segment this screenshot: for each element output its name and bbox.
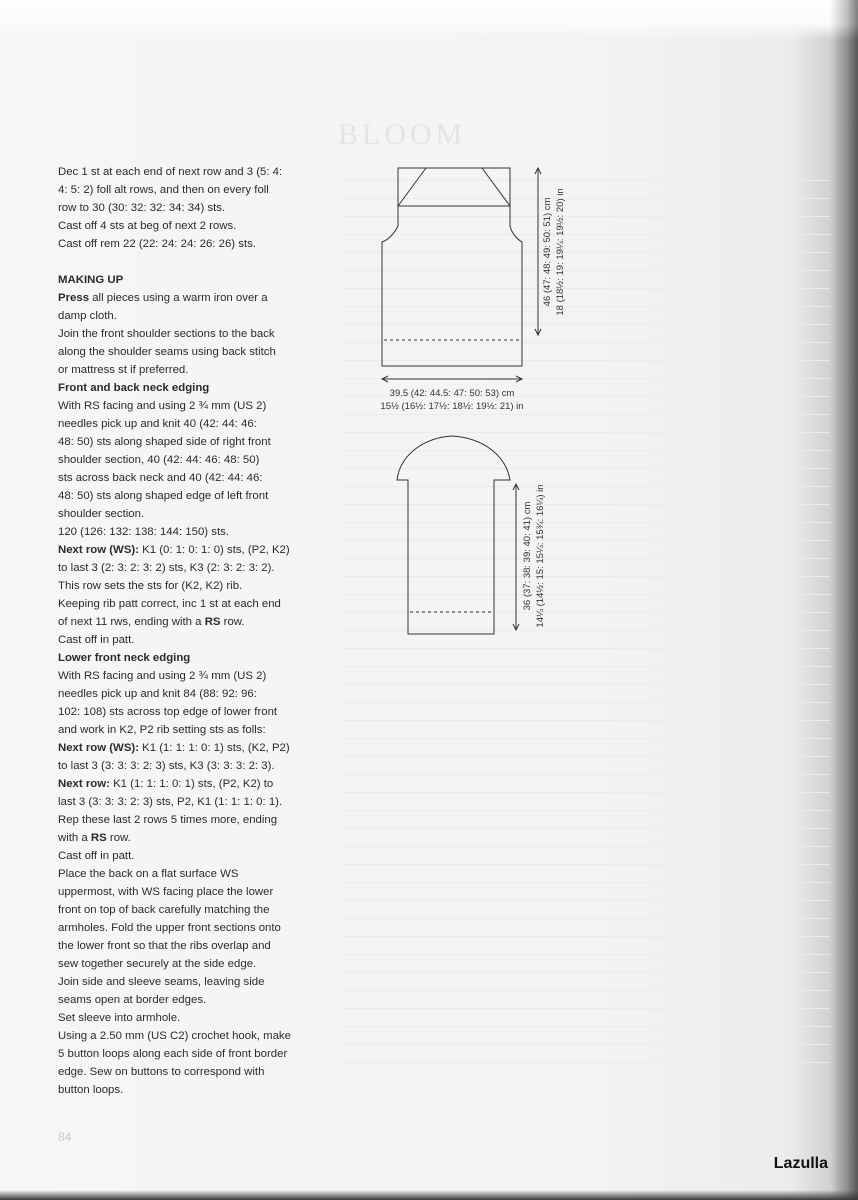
text-line: row to 30 (30: 32: 32: 34: 34) sts. <box>58 202 226 214</box>
text-line: last 3 (3: 3: 3: 2: 3) sts, P2, K1 (1: 1: 1: 0: 1). <box>58 796 283 808</box>
text-line: front on top of back carefully matching the <box>58 904 270 916</box>
text-line: 48: 50) sts along shaped side of right front <box>58 436 271 448</box>
text-line: 4: 5: 2) foll alt rows, and then on every foll <box>58 184 269 196</box>
text-line: 102: 108) sts across top edge of lower front <box>58 706 278 718</box>
text-line: Cast off 4 sts at beg of next 2 rows. <box>58 220 237 232</box>
text-line: and work in K2, P2 rib setting sts as folls: <box>58 724 266 736</box>
text-line: Place the back on a flat surface WS <box>58 868 239 880</box>
body-outline <box>382 168 522 366</box>
text-line: needles pick up and knit 40 (42: 44: 46: <box>58 418 257 430</box>
text-line: With RS facing and using 2 ¾ mm (US 2) <box>58 670 267 682</box>
show-through-title: BLOOM <box>338 118 467 151</box>
text-line: Cast off in patt. <box>58 634 135 646</box>
text-line: uppermost, with WS facing place the lower <box>58 886 274 898</box>
pattern-text-column <box>58 163 328 1099</box>
page-bottom-edge <box>0 1190 858 1200</box>
text-line: Next row (WS): K1 (0: 1: 0: 1: 0) sts, (P2, K2) <box>58 544 290 556</box>
text-line: With RS facing and using 2 ¾ mm (US 2) <box>58 400 267 412</box>
garment-schematic <box>360 160 590 650</box>
text-line: damp cloth. <box>58 310 117 322</box>
text-line: Using a 2.50 mm (US C2) crochet hook, make <box>58 1030 291 1042</box>
text-line: shoulder section. <box>58 508 145 520</box>
text-line: to last 3 (2: 3: 2: 3: 2) sts, K3 (2: 3: 2: 3: 2). <box>58 562 275 574</box>
body-length-cm-label: 46 (47: 48: 49: 50: 51) cm <box>542 197 553 307</box>
text-line: Rep these last 2 rows 5 times more, ending <box>58 814 278 826</box>
text-line: sts across back neck and 40 (42: 44: 46: <box>58 472 263 484</box>
text-line: 120 (126: 132: 138: 144: 150) sts. <box>58 526 229 538</box>
text-line: This row sets the sts for (K2, K2) rib. <box>58 580 243 592</box>
page-top-shading <box>0 0 858 40</box>
text-line: Next row (WS): K1 (1: 1: 1: 0: 1) sts, (K2, P2) <box>58 742 290 754</box>
body-width-in-label: 15½ (16½: 17½: 18½: 19½: 21) in <box>380 401 524 412</box>
brand-watermark: Lazulla <box>773 1155 828 1172</box>
text-line: Keeping rib patt correct, inc 1 st at each end <box>58 598 281 610</box>
text-line: the lower front so that the ribs overlap and <box>58 940 271 952</box>
body-width-cm-label: 39.5 (42: 44.5: 47: 50: 53) cm <box>389 388 515 399</box>
text-line: shoulder section, 40 (42: 44: 46: 48: 50) <box>58 454 260 466</box>
text-line: armholes. Fold the upper front sections onto <box>58 922 281 934</box>
text-line: sew together securely at the side edge. <box>58 958 257 970</box>
front-shoulder-panel-right <box>482 168 510 206</box>
page-number: 84 <box>58 1130 72 1144</box>
text-line: Cast off rem 22 (22: 24: 24: 26: 26) sts. <box>58 238 256 250</box>
front-shoulder-panel-left <box>398 168 426 206</box>
text-line: needles pick up and knit 84 (88: 92: 96: <box>58 688 257 700</box>
text-line: 5 button loops along each side of front border <box>58 1048 288 1060</box>
text-line: Join the front shoulder sections to the back <box>58 328 275 340</box>
page-binding-shadow <box>830 0 858 1200</box>
sleeve-length-in-label: 14¼ (14½: 15: 15¼: 15¾: 16¼) in <box>535 484 546 628</box>
sleeve-length-cm-label: 36 (37: 38: 39: 40: 41) cm <box>522 501 533 611</box>
text-line: button loops. <box>58 1084 124 1096</box>
front-back-neck-edging-heading: Front and back neck edging <box>58 382 210 394</box>
making-up-heading: MAKING UP <box>58 274 124 286</box>
text-line: of next 11 rws, ending with a RS row. <box>58 616 245 628</box>
lower-front-neck-edging-heading: Lower front neck edging <box>58 652 191 664</box>
text-line: with a RS row. <box>58 832 131 844</box>
text-line: Next row: K1 (1: 1: 1: 0: 1) sts, (P2, K2) to <box>58 778 274 790</box>
text-line: seams open at border edges. <box>58 994 207 1006</box>
text-line: edge. Sew on buttons to correspond with <box>58 1066 265 1078</box>
text-line: 48: 50) sts along shaped edge of left front <box>58 490 269 502</box>
body-length-in-label: 18 (18½: 19: 19¼: 19½: 20) in <box>555 188 566 316</box>
text-line: Set sleeve into armhole. <box>58 1012 181 1024</box>
sleeve-outline <box>397 436 510 634</box>
text-line: or mattress st if preferred. <box>58 364 189 376</box>
text-line: Join side and sleeve seams, leaving side <box>58 976 265 988</box>
text-line: along the shoulder seams using back stitch <box>58 346 276 358</box>
text-line: to last 3 (3: 3: 3: 2: 3) sts, K3 (3: 3: 3: 2: 3). <box>58 760 275 772</box>
text-line: Press all pieces using a warm iron over a <box>58 292 268 304</box>
text-line: Cast off in patt. <box>58 850 135 862</box>
text-line: Dec 1 st at each end of next row and 3 (5: 4: <box>58 166 283 178</box>
